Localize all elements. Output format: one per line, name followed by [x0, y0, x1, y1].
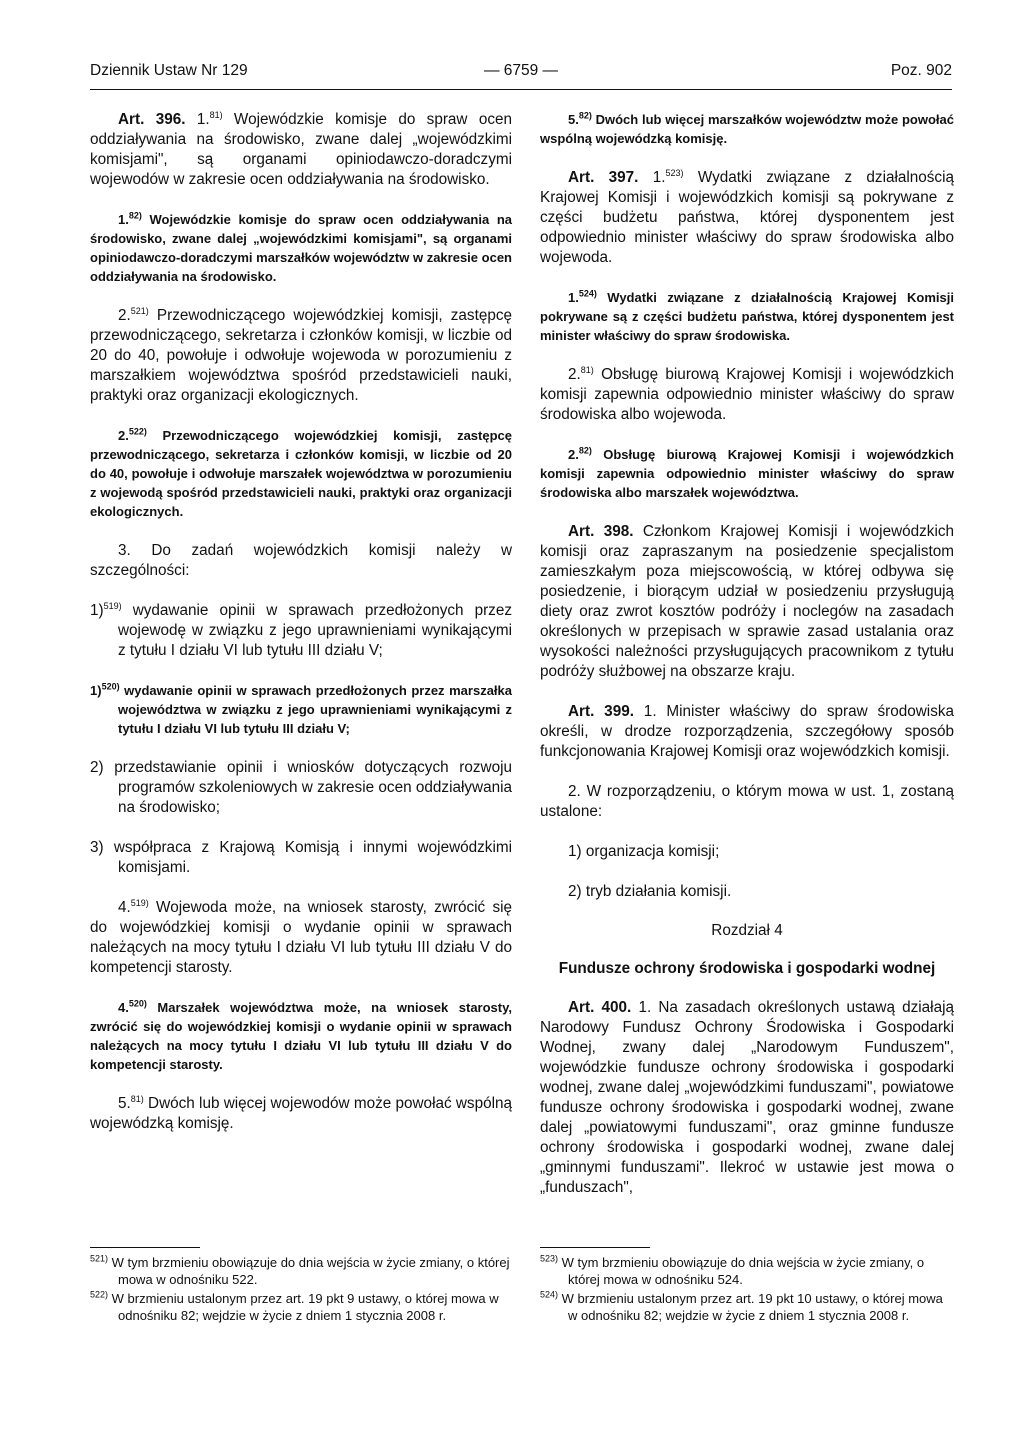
art-397-par-1-amended: 1.$^{524)}$ Wydatki związane z działalnością Krajowej Komisji pokrywane są z części budżetu państwa, której dysponentem jest minister właściwy do spraw środowiska. — [540, 288, 954, 343]
footnote-item: $^{523)}$ W tym brzmieniu obowiązuje do dnia wejścia w życie zmiany, o której mowa w odnośniku 524. — [540, 1253, 925, 1287]
right-column — [540, 110, 954, 1218]
page-number: — 6759 — — [483, 62, 559, 79]
list-item-1: 1)$^{519)}$ wydawanie opinii w sprawach przedłożonych przez wojewodę w związku z jego uprawnieniami wynikającymi z tytułu I działu VI lub tytułu III działu V; — [90, 600, 512, 659]
art-397-par-1: Art. 397. 1.$^{523)}$ Wydatki związane z działalnością Krajowej Komisji i wojewódzkich komisji są pokrywane z części budżetu państwa, której dysponentem jest odpowiednio minister właściwy do spraw środowiska albo wojewoda. — [540, 167, 954, 266]
footnote-divider — [90, 1247, 200, 1248]
footnote-ref: 82) — [578, 110, 592, 121]
art-396-par-1-amended: 1.$^{82)}$ Wojewódzkie komisje do spraw ocen oddziaływania na środowisko, zwane dalej „wojewódzkimi komisjami", są organami opiniodawczo-doradczymi marszałków województw w zakresie ocen oddziaływania na środowisko. — [90, 210, 512, 284]
art-396-par-1: Art. 396. 1.$^{81)}$ Wojewódzkie komisje do spraw ocen oddziaływania na środowisko, zwane dalej „wojewódzkimi komisjami", są organami opiniodawczo-doradczymi wojewodów w zakresie ocen oddziaływania na środowisko. — [90, 109, 512, 188]
footnote-divider — [540, 1247, 650, 1248]
list-item-1-amended: 1)$^{520)}$ wydawanie opinii w sprawach przedłożonych przez marszałka województwa w związku z jego uprawnieniami wynikającymi z tytułu I działu VI lub tytułu III działu V; — [90, 681, 512, 736]
art-396-par-4-amended: 4.$^{520)}$ Marszałek województwa może, na wniosek starosty, zwrócić się do wojewódzkiej komisji o wydanie opinii w sprawach należących na mocy tytułu I działu VI lub tytułu III działu V do kompetencji starosty. — [90, 998, 512, 1072]
footnotes-right — [540, 1247, 954, 1326]
footnote-ref: 519) — [103, 600, 122, 611]
art-399-item-1: 1) organizacja komisji; — [568, 843, 720, 860]
art-396-par-2: 2.$^{521)}$ Przewodniczącego wojewódzkiej komisji, zastępcę przewodniczącego, sekretarza i członków komisji, w liczbie od 20 do 40, powołuje i odwołuje wojewoda w porozumieniu z marszałkiem województwa spośród przedstawicieli nauki, praktyki oraz organizacji ekologicznych. — [90, 305, 512, 404]
footnote-ref: 523) — [665, 167, 684, 178]
footnote-item: $^{522)}$ W brzmieniu ustalonym przez art. 19 pkt 9 ustawy, o której mowa w odnośniku 82; wejdzie w życie z dniem 1 stycznia 2008 r. — [90, 1289, 499, 1323]
art-396-par-3: 3. Do zadań wojewódzkich komisji należy w szczególności: — [90, 542, 512, 579]
footnote-ref: 520) — [101, 681, 120, 692]
art-398: Art. 398. Członkom Krajowej Komisji i wojewódzkich komisji oraz zapraszanym na posiedzenie specjalistom zamieszkałym poza miejscowością, w której odbywa się posiedzenie, i biorącym udział w posiedzeniu przysługują diety oraz zwrot kosztów podróży i noclegów na zasadach określonych w przepisach w sprawie zasad ustalania oraz wysokości należności przysługujących pracownikom z tytułu podróży służbowej na obszarze kraju. — [540, 523, 954, 680]
page-header — [90, 62, 952, 90]
art-399-par-1: Art. 399. 1. Minister właściwy do spraw środowiska określi, w drodze rozporządzenia, szczegółowy sposób funkcjonowania Krajowej Komisji oraz wojewódzkich komisji. — [540, 703, 954, 760]
art-396-par-5-amended: 5.$^{82)}$ Dwóch lub więcej marszałków województw może powołać wspólną wojewódzką komisję. — [540, 110, 954, 146]
footnote-item: $^{521)}$ W tym brzmieniu obowiązuje do dnia wejścia w życie zmiany, o której mowa w odnośniku 522. — [90, 1253, 510, 1287]
footnote-ref: 520) — [128, 998, 147, 1009]
footnote-ref: 82) — [578, 445, 592, 456]
list-item-2: 2) przedstawianie opinii i wniosków dotyczących rozwoju programów szkoleniowych w zakresie ocen oddziaływania na środowisko; — [90, 759, 512, 816]
art-396-par-2-amended: 2.$^{522)}$ Przewodniczącego wojewódzkiej komisji, zastępcę przewodniczącego, sekretarza i członków komisji, w liczbie od 20 do 40, powołuje i odwołuje marszałek województwa w porozumieniu z wojewodą spośród przedstawicieli nauki, praktyki oraz organizacji ekologicznych. — [90, 426, 512, 519]
journal-title: Dziennik Ustaw Nr 129 — [90, 62, 248, 79]
left-column — [90, 110, 512, 1154]
chapter-title: Fundusze ochrony środowiska i gospodarki wodnej — [558, 960, 936, 977]
art-396-par-5: 5.$^{81)}$ Dwóch lub więcej wojewodów może powołać wspólną wojewódzką komisję. — [90, 1093, 512, 1132]
art-397-par-2: 2.$^{81)}$ Obsługę biurową Krajowej Komisji i wojewódzkich komisji zapewnia odpowiednio minister właściwy do spraw środowiska albo wojewoda. — [540, 364, 954, 423]
footnote-ref: 524) — [578, 288, 597, 299]
footnotes-left — [90, 1247, 512, 1326]
footnote-ref: 519) — [130, 897, 149, 908]
footnote-ref: 81) — [209, 109, 223, 120]
list-item-3: 3) współpraca z Krajową Komisją i innymi wojewódzkimi komisjami. — [90, 839, 512, 876]
footnote-item: $^{524)}$ W brzmieniu ustalonym przez art. 19 pkt 10 ustawy, o której mowa w odnośniku 82; wejdzie w życie z dniem 1 stycznia 2008 r. — [540, 1289, 943, 1323]
art-399-item-2: 2) tryb działania komisji. — [568, 883, 732, 900]
position-number: Poz. 902 — [890, 62, 952, 79]
footnote-ref: 81) — [580, 364, 594, 375]
footnote-ref: 522) — [128, 426, 147, 437]
art-396-par-4: 4.$^{519)}$ Wojewoda może, na wniosek starosty, zwrócić się do wojewódzkiej komisji o wydanie opinii w sprawach należących na mocy tytułu I działu VI lub tytułu III działu V do kompetencji starosty. — [90, 897, 512, 976]
art-400-par-1: Art. 400. 1. Na zasadach określonych ustawą działają Narodowy Fundusz Ochrony Środowiska i Gospodarki Wodnej, zwany dalej „Narodowym Funduszem", wojewódzkie fundusze ochrony środowiska i gospodarki wodnej, zwane dalej „wojewódzkimi funduszami", powiatowe fundusze ochrony środowiska i gospodarki wodnej, zwane dalej „powiatowymi funduszami", oraz gminne fundusze ochrony środowiska i gospodarki wodnej, zwane dalej „gminnymi funduszami". Ilekroć w ustawie jest mowa o „funduszach", — [540, 999, 954, 1196]
art-397-par-2-amended: 2.$^{82)}$ Obsługę biurową Krajowej Komisji i wojewódzkich komisji zapewnia odpowiednio minister właściwy do spraw środowiska albo marszałek województwa. — [540, 445, 954, 500]
footnote-ref: 82) — [128, 210, 142, 221]
chapter-heading: Rozdział 4 — [711, 922, 783, 939]
footnote-ref: 521) — [130, 305, 149, 316]
footnote-ref: 81) — [130, 1093, 144, 1104]
art-399-par-2: 2. W rozporządzeniu, o którym mowa w ust. 1, zostaną ustalone: — [540, 783, 954, 820]
